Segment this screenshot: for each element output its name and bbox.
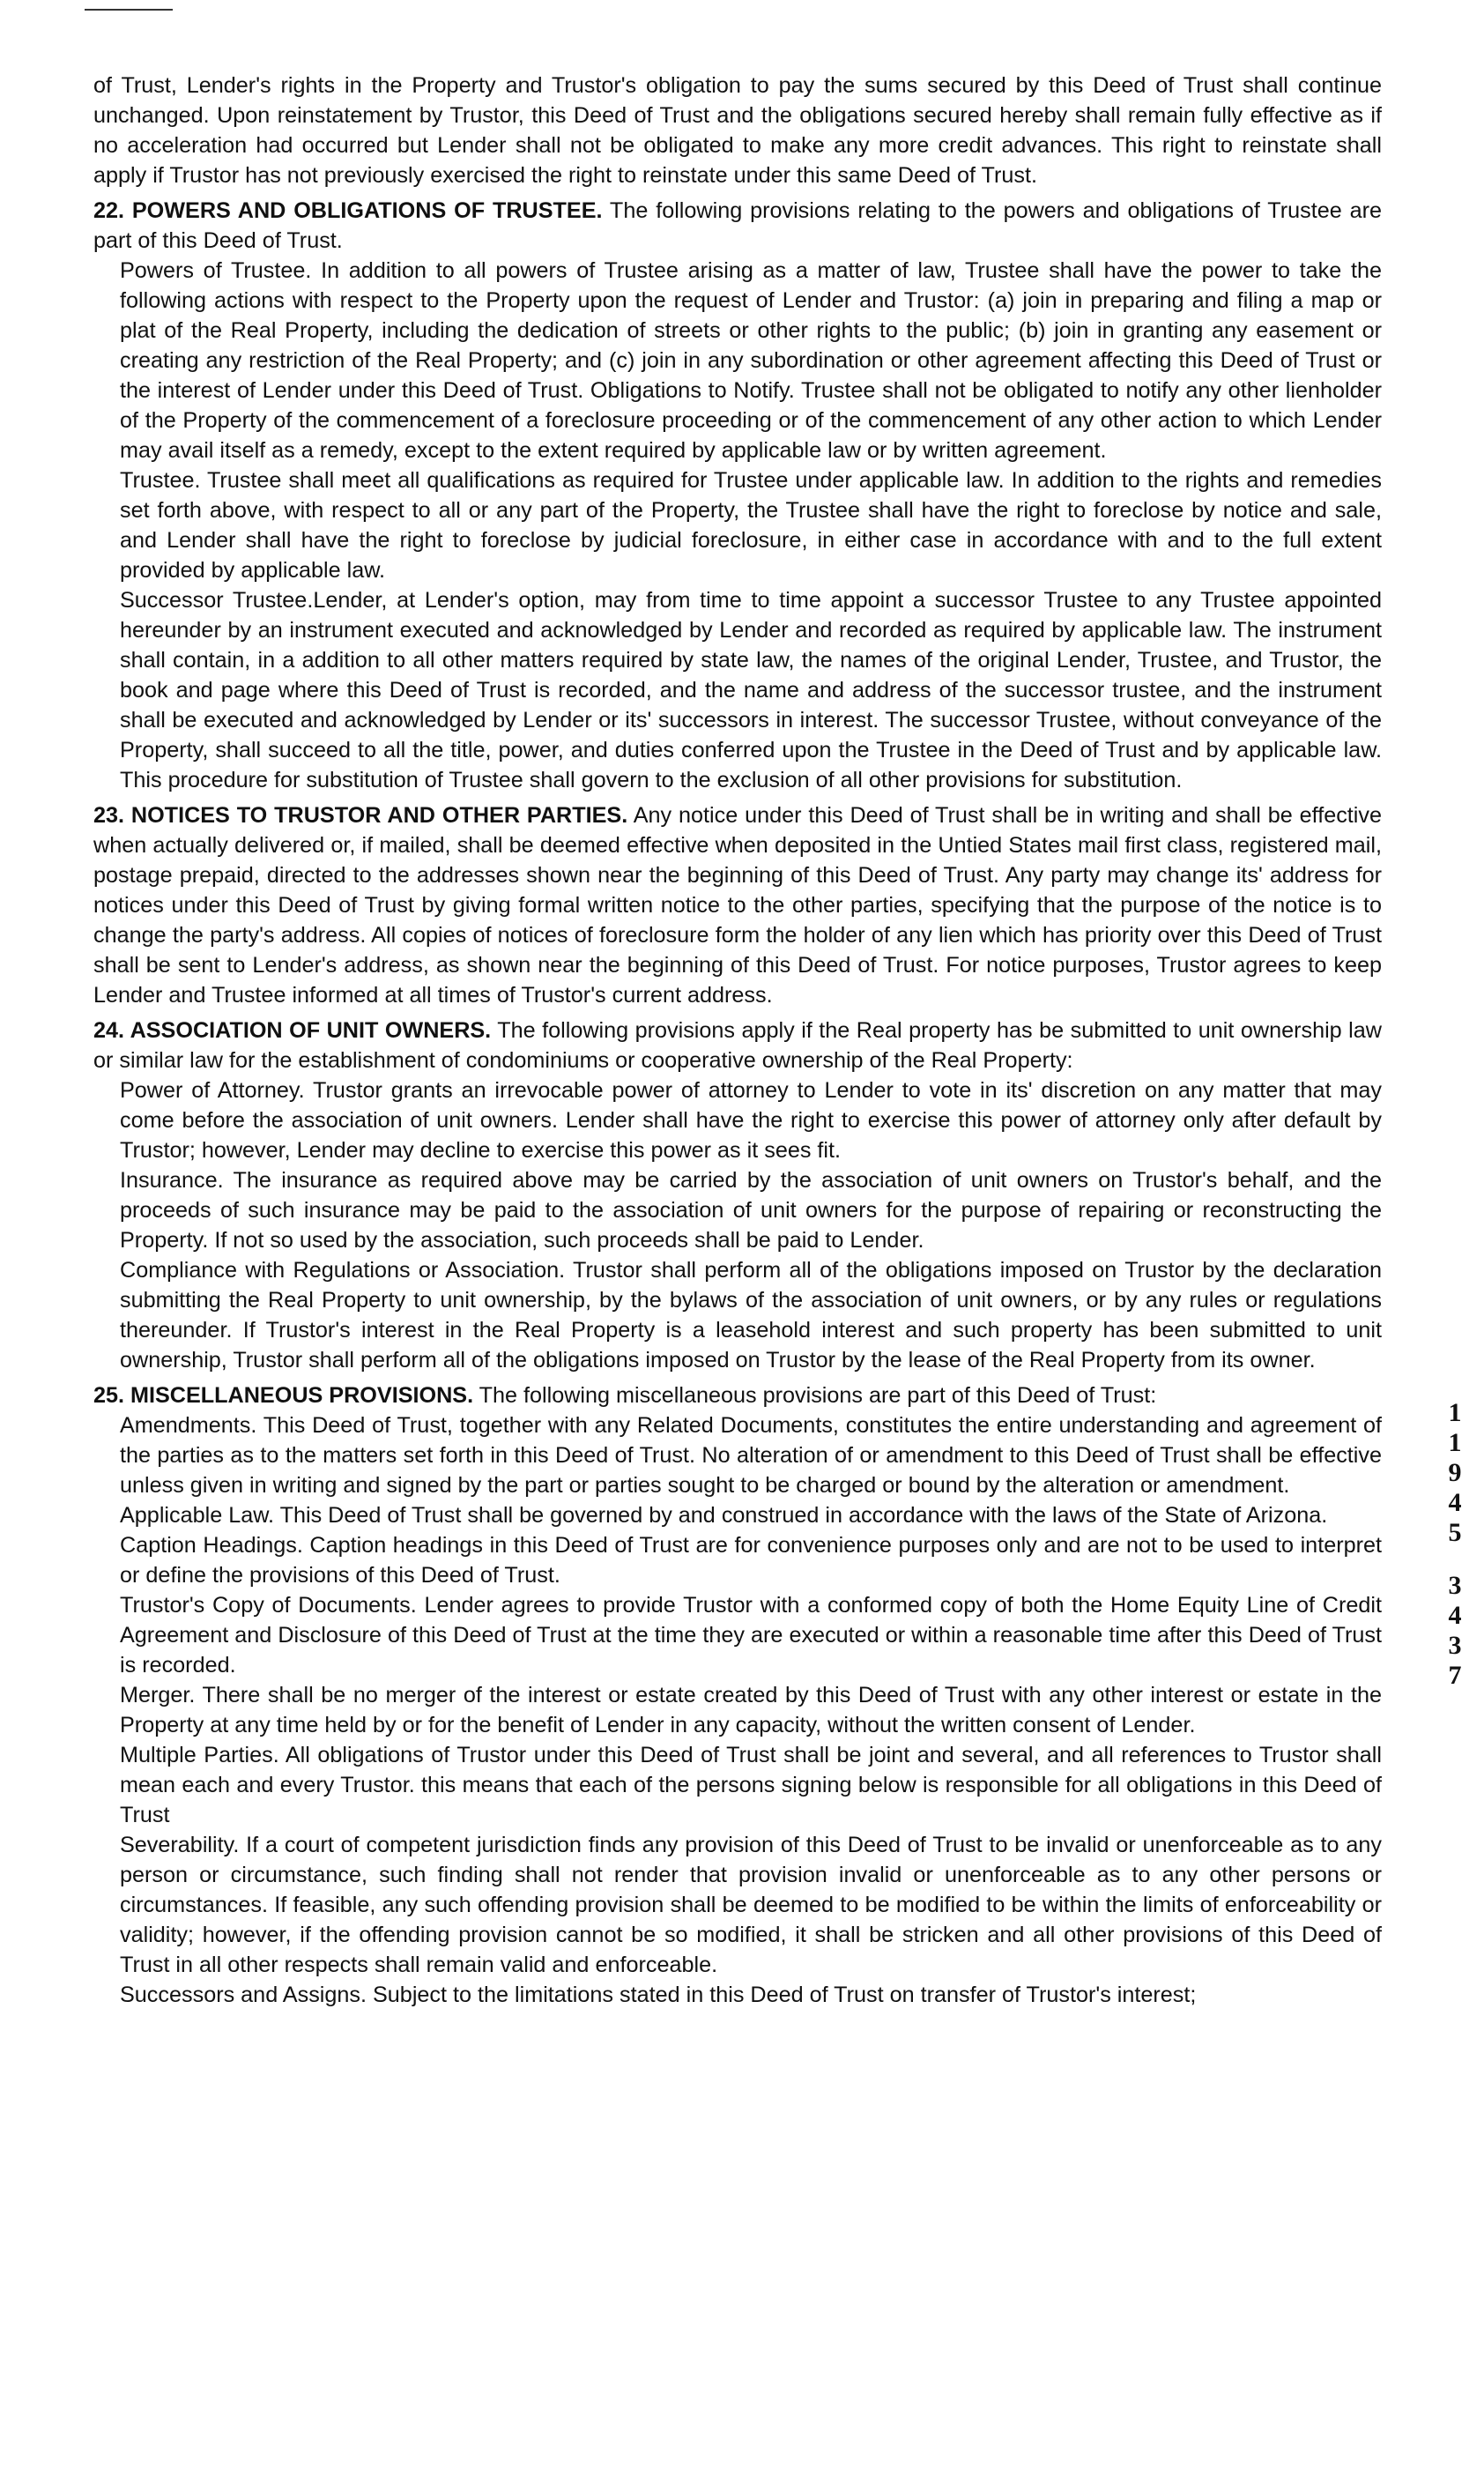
section-24-lead-text: The following provisions apply if the Real property has be submitted to unit ownership law or similar law for the establishment of condominiums or cooperative ownership of the Real Property: xyxy=(93,1018,1382,1073)
multiple-parties: Multiple Parties. All obligations of Trustor under this Deed of Trust shall be joint and several, and all references to Trustor shall mean each and every Trustor. this means that each of the persons signing below is responsible for all obligations in this Deed of Trust xyxy=(120,1743,1382,1827)
section-25-items xyxy=(93,1410,1382,2010)
intro-paragraph: of Trust, Lender's rights in the Property and Trustor's obligation to pay the sums secured by this Deed of Trust shall continue unchanged. Upon reinstatement by Trustor, this Deed of Trust and the obligations secured hereby shall remain fully effective as if no acceleration had occurred but Lender shall not be obligated to make any more credit advances. This right to reinstate shall apply if Trustor has not previously exercised the right to reinstate under this same Deed of Trust. xyxy=(93,73,1382,188)
margin-digit: 1 xyxy=(1448,1428,1462,1457)
section-24-lead xyxy=(93,1016,1382,1075)
margin-number-second xyxy=(1443,1571,1466,1691)
association-insurance: Insurance. The insurance as required above may be carried by the association of unit owners on Trustor's behalf, and the proceeds of such insurance may be paid to the association of unit owners for the purpose of repairing or reconstructing the Property. If not so used by the association, such proceeds shall be paid to Lender. xyxy=(120,1168,1382,1253)
margin-digit: 4 xyxy=(1448,1488,1462,1517)
trustors-copy-of-documents: Trustor's Copy of Documents. Lender agrees to provide Trustor with a conformed copy of both the Home Equity Line of Credit Agreement and Disclosure of this Deed of Trust at the time they are executed or within a reasonable time after this Deed of Trust is recorded. xyxy=(120,1593,1382,1678)
applicable-law: Applicable Law. This Deed of Trust shall be governed by and construed in accordance with the laws of the State of Arizona. xyxy=(120,1503,1328,1528)
powers-of-trustee: Powers of Trustee. In addition to all powers of Trustee arising as a matter of law, Trustee shall have the power to take the following actions with respect to the Property upon the request of Lender and Trustor: (a) join in preparing and filing a map or plat of the Real Property, including the dedication of streets or other rights to the public; (b) join in granting any easement or creating any restriction of the Real Property; and (c) join in any subordination or other agreement affecting this Deed of Trust or the interest of Lender under this Deed of Trust. Obligations to Notify. Trustee shall not be obligated to notify any other lienholder of the Property of the commencement of a foreclosure proceeding or of the commencement of any other action to which Lender may avail itself as a remedy, except to the extent required by applicable law or by written agreement. xyxy=(120,258,1382,463)
section-23 xyxy=(93,800,1382,1010)
caption-headings: Caption Headings. Caption headings in this Deed of Trust are for convenience purposes only and are not to be used to interpret or define the provisions of this Deed of Trust. xyxy=(120,1533,1382,1588)
severability: Severability. If a court of competent jurisdiction finds any provision of this Deed of Trust to be invalid or unenforceable as to any person or circumstance, such finding shall not render that provision invalid or unenforceable as to any other persons or circumstances. If feasible, any such offending provision shall be deemed to be modified to be within the limits of enforceability or validity; however, if the offending provision cannot be so modified, it shall be stricken and all other provisions of this Deed of Trust in all other respects shall remain valid and enforceable. xyxy=(120,1833,1382,1977)
section-22-lead-text: The following provisions relating to the powers and obligations of Trustee are part of this Deed of Trust. xyxy=(93,198,1382,253)
margin-digit: 4 xyxy=(1448,1601,1462,1630)
margin-digit: 5 xyxy=(1448,1518,1462,1547)
section-25-lead-text: The following miscellaneous provisions are part of this Deed of Trust: xyxy=(473,1383,1157,1408)
section-24-items xyxy=(93,1075,1382,1375)
section-25-heading: 25. MISCELLANEOUS PROVISIONS. xyxy=(93,1383,474,1408)
power-of-attorney: Power of Attorney. Trustor grants an irrevocable power of attorney to Lender to vote in its' discretion on any matter that may come before the association of unit owners. Lender shall have the right to exercise this power of attorney only after default by Trustor; however, Lender may decline to exercise this power as it sees fit. xyxy=(120,1078,1382,1163)
section-23-text: Any notice under this Deed of Trust shall be in writing and shall be effective when actually delivered or, if mailed, shall be deemed effective when deposited in the Untied States mail first class, registered mail, postage prepaid, directed to the addresses shown near the beginning of this Deed of Trust. Any party may change its' address for notices under this Deed of Trust by giving formal written notice to the other parties, specifying that the purpose of the notice is to change the party's address. All copies of notices of foreclosure form the holder of any lien which has priority over this Deed of Trust shall be sent to Lender's address, as shown near the beginning of this Deed of Trust. For notice purposes, Trustor agrees to keep Lender and Trustee informed at all times of Trustor's current address. xyxy=(93,803,1382,1008)
deed-of-trust-page xyxy=(93,71,1382,2010)
section-23-heading: 23. NOTICES TO TRUSTOR AND OTHER PARTIES. xyxy=(93,803,628,828)
merger: Merger. There shall be no merger of the interest or estate created by this Deed of Trust with any other interest or estate in the Property at any time held by or for the benefit of Lender in any capacity, without the written consent of Lender. xyxy=(120,1683,1382,1737)
successors-and-assigns: Successors and Assigns. Subject to the limitations stated in this Deed of Trust on transfer of Trustor's interest; xyxy=(120,1983,1197,2007)
section-22-lead xyxy=(93,196,1382,256)
compliance-with-regulations: Compliance with Regulations or Association. Trustor shall perform all of the obligations imposed on Trustor by the declaration submitting the Real Property to unit ownership, by the bylaws of the association of unit owners, or by any rules or regulations thereunder. If Trustor's interest in the Real Property is a leasehold interest and such property has been submitted to unit ownership, Trustor shall perform all of the obligations imposed on Trustor by the lease of the Real Property from its owner. xyxy=(120,1258,1382,1373)
amendments: Amendments. This Deed of Trust, together with any Related Documents, constitutes the entire understanding and agreement of the parties as to the matters set forth in this Deed of Trust. No alteration of or amendment to this Deed of Trust shall be effective unless given in writing and signed by the part or parties sought to be charged or bound by the alteration or amendment. xyxy=(120,1413,1382,1498)
section-22-heading: 22. POWERS AND OBLIGATIONS OF TRUSTEE. xyxy=(93,198,603,223)
margin-digit: 9 xyxy=(1448,1458,1462,1487)
margin-number-first xyxy=(1443,1398,1466,1548)
top-rule xyxy=(85,9,173,11)
margin-digit: 1 xyxy=(1448,1398,1462,1427)
margin-digit: 7 xyxy=(1448,1661,1462,1690)
section-25-lead xyxy=(93,1380,1382,1410)
successor-trustee: Successor Trustee.Lender, at Lender's option, may from time to time appoint a successor Trustee to any Trustee appointed hereunder by an instrument executed and acknowledged by Lender and recorded as required by applicable law. The instrument shall contain, in a addition to all other matters required by state law, the names of the original Lender, Trustee, and Trustor, the book and page where this Deed of Trust is recorded, and the name and address of the successor trustee, and the instrument shall be executed and acknowledged by Lender or its' successors in interest. The successor Trustee, without conveyance of the Property, shall succeed to all the title, power, and duties conferred upon the Trustee in the Deed of Trust and by applicable law. This procedure for substitution of Trustee shall govern to the exclusion of all other provisions for substitution. xyxy=(120,588,1382,792)
trustee-qualifications: Trustee. Trustee shall meet all qualifications as required for Trustee under applicable law. In addition to the rights and remedies set forth above, with respect to all or any part of the Property, the Trustee shall have the right to foreclose by notice and sale, and Lender shall have the right to foreclose by judicial foreclosure, in either case in accordance with and to the full extent provided by applicable law. xyxy=(120,468,1382,583)
margin-digit: 3 xyxy=(1448,1631,1462,1660)
margin-digit: 3 xyxy=(1448,1571,1462,1600)
section-22-items xyxy=(93,256,1382,795)
section-24-heading: 24. ASSOCIATION OF UNIT OWNERS. xyxy=(93,1018,492,1043)
